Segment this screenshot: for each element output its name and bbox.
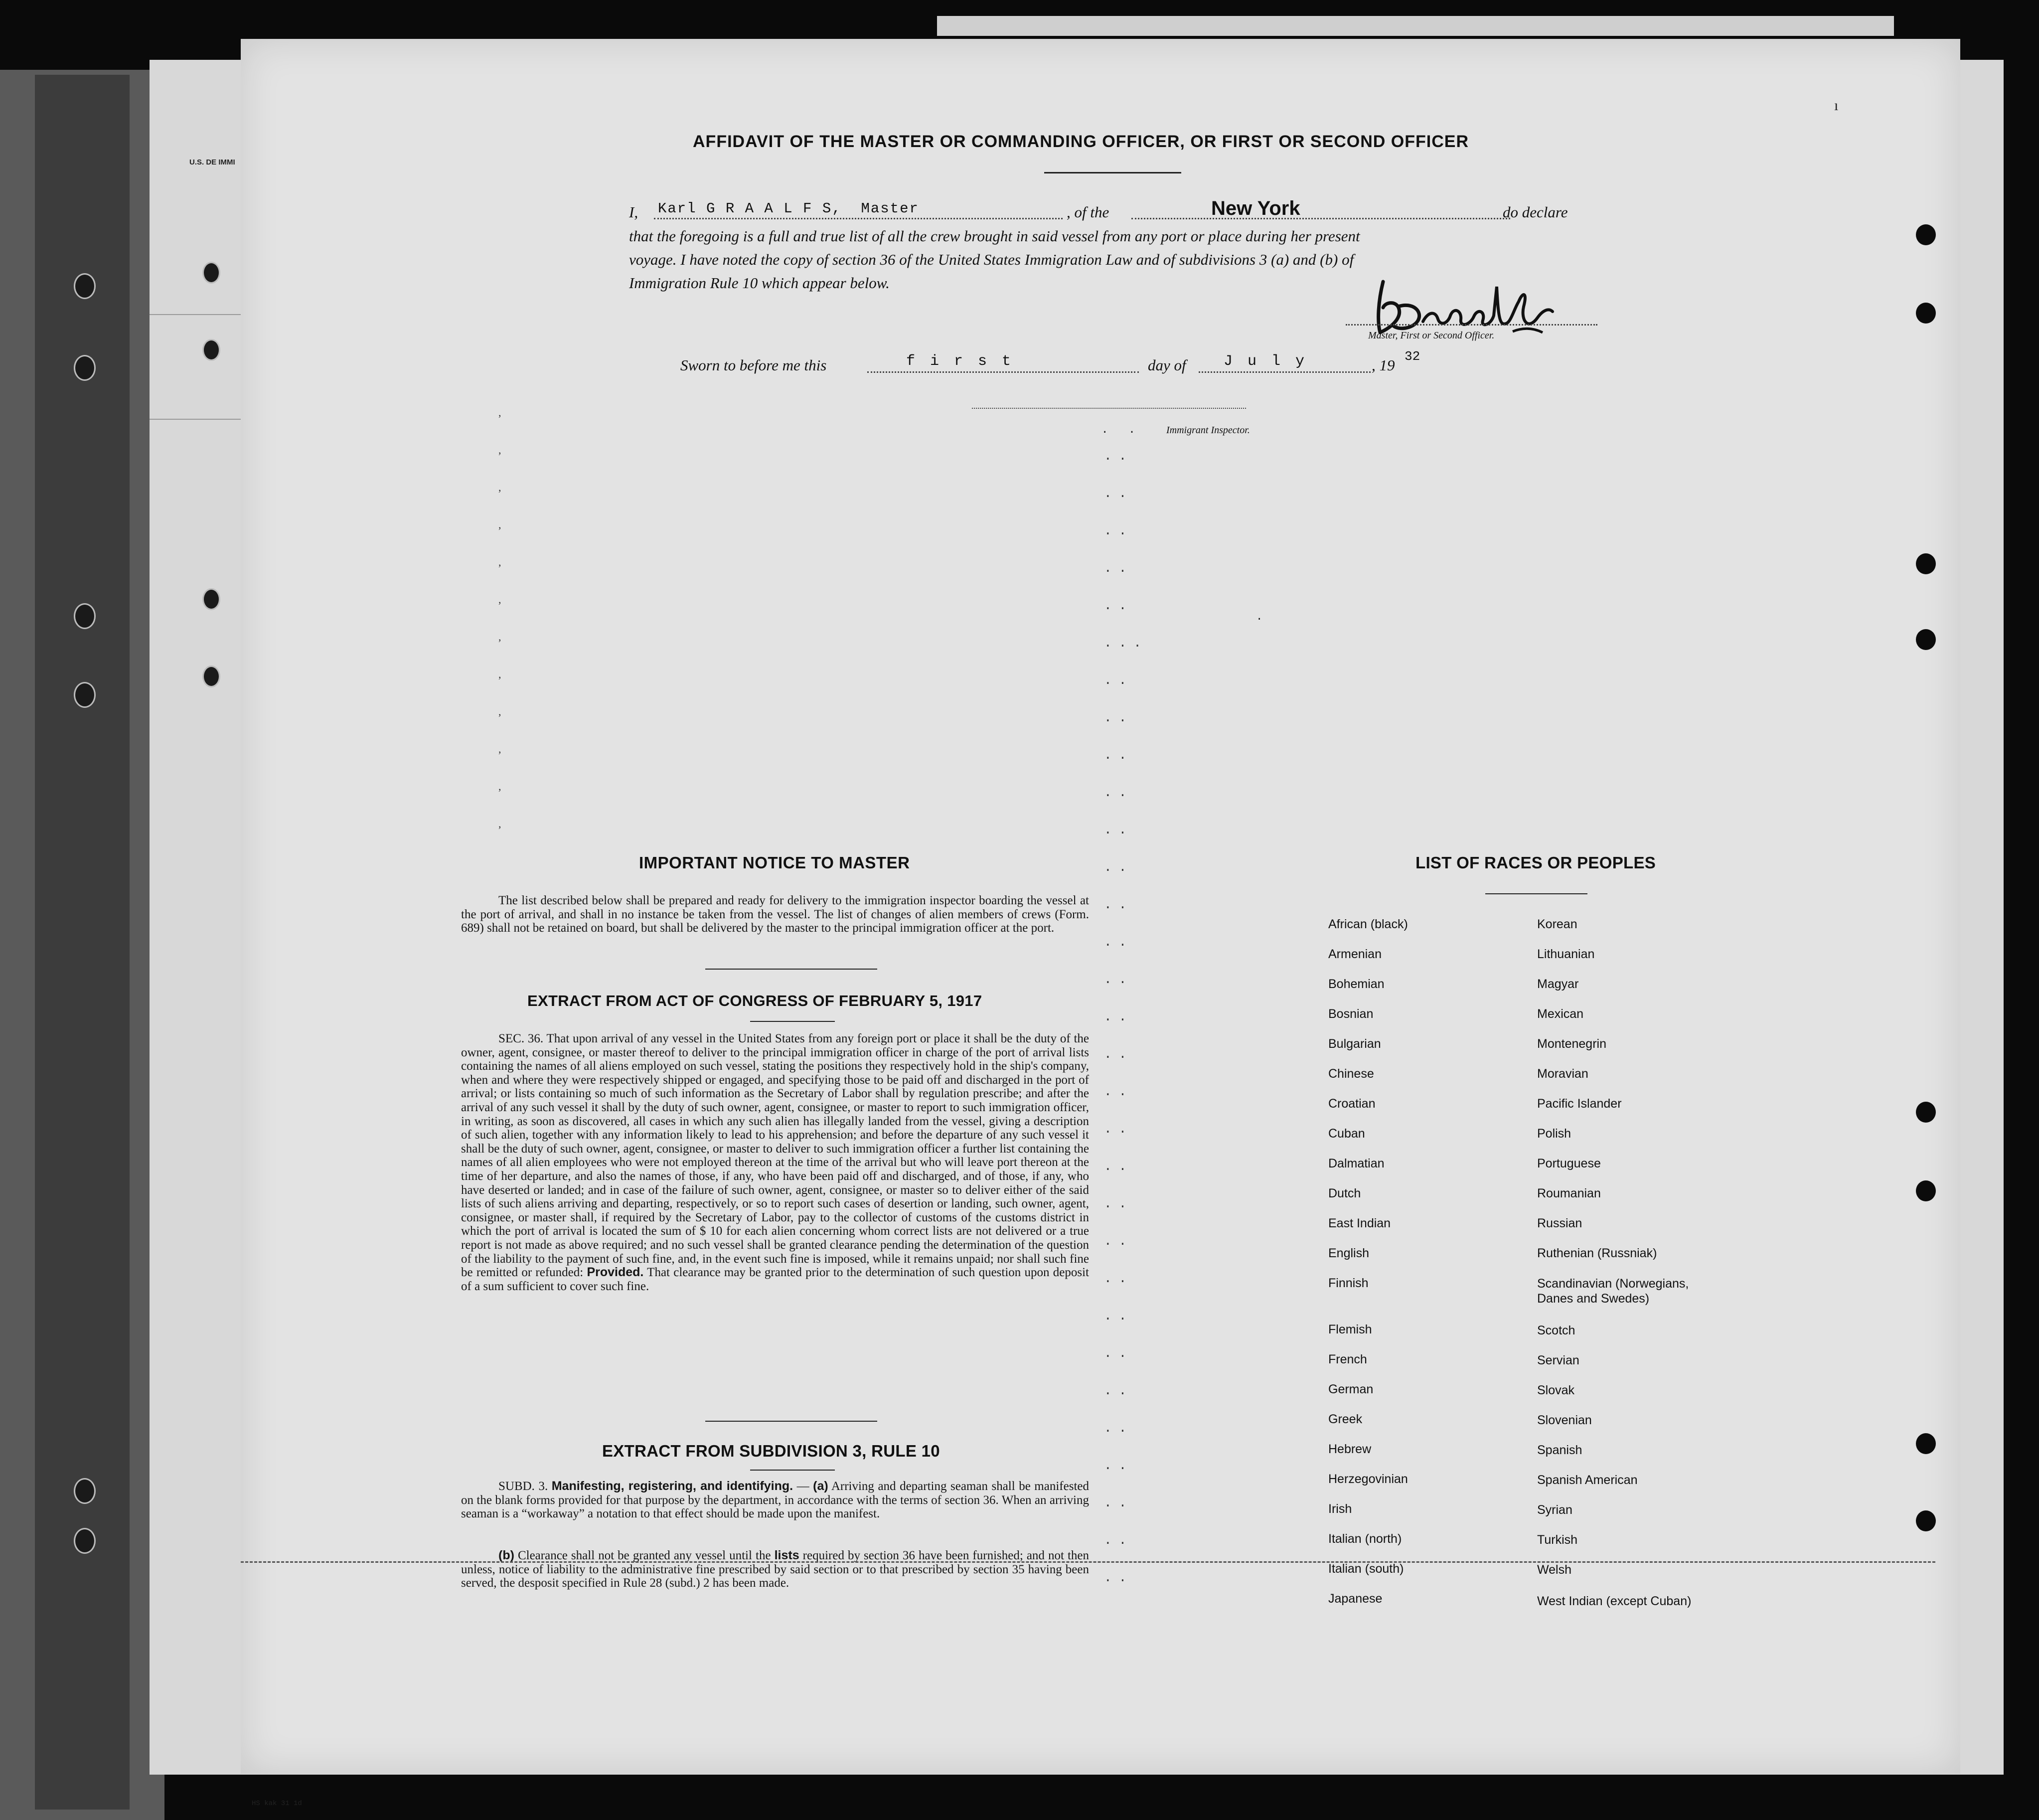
dot-column: .. .. .. .. .. ... .. .. .. .. .. .. .. .. .. .. .. .. .. .. .. .. .. .. .. .. .. .. .. .. .. xyxy=(1104,449,1148,1585)
binder-hole xyxy=(74,682,96,708)
race-item: Armenian xyxy=(1328,947,1382,961)
binder-hole xyxy=(202,339,220,361)
race-item: Korean xyxy=(1537,917,1577,931)
race-item: Flemish xyxy=(1328,1323,1372,1336)
binder-hole xyxy=(74,1478,96,1504)
footer-code: HS kak 31 1d xyxy=(252,1800,302,1808)
race-item: Moravian xyxy=(1537,1067,1588,1081)
affidavit-line4: Immigration Rule 10 which appear below. xyxy=(629,274,890,292)
race-item: Herzegovinian xyxy=(1328,1472,1408,1486)
race-item: Irish xyxy=(1328,1502,1352,1516)
race-item: Spanish American xyxy=(1537,1473,1638,1487)
race-item: Japanese xyxy=(1328,1592,1383,1606)
race-item: Bulgarian xyxy=(1328,1037,1381,1051)
affidavit-line3: voyage. I have noted the copy of section 36 of the United States Immigration Law and of subdivisions 3 (a) and (b) of xyxy=(629,251,1354,268)
race-item: Greek xyxy=(1328,1412,1363,1426)
races-title: LIST OF RACES OR PEOPLES xyxy=(1415,853,1656,872)
rule-b-lists: lists xyxy=(774,1548,799,1562)
affidavit-title: AFFIDAVIT OF THE MASTER OR COMMANDING OFFICER, OR FIRST OR SECOND OFFICER xyxy=(693,132,1469,151)
binder-hole xyxy=(74,1528,96,1554)
punch-hole xyxy=(1916,303,1936,324)
of-the-label: , of the xyxy=(1067,203,1109,221)
race-item: French xyxy=(1328,1352,1367,1366)
rule-subdivision-b xyxy=(461,1549,1089,1590)
rule-a-text: Arriving and departing seaman shall be manifested on the blank forms provided for that purpose by the department, in accordance with the terms of section 36. When an arriving seaman is a “workaway” a notation to that effect should be made upon the manifest. xyxy=(461,1480,1089,1521)
race-item: Mexican xyxy=(1537,1007,1584,1021)
corner-mark: ı xyxy=(1834,97,1839,114)
race-item: West Indian (except Cuban) xyxy=(1537,1594,1692,1608)
binder-hole xyxy=(74,355,96,381)
race-item: Welsh xyxy=(1537,1563,1572,1577)
punch-hole xyxy=(1916,553,1936,574)
punch-hole xyxy=(1916,224,1936,245)
underlying-rule xyxy=(150,419,244,420)
rule-a-dash: — xyxy=(793,1480,813,1493)
name-field-line xyxy=(654,218,1063,219)
margin-ticks: , , , , , , , , , , , , xyxy=(498,406,501,830)
races-right-column xyxy=(1537,917,1736,1615)
race-item: Polish xyxy=(1537,1127,1571,1141)
race-item: Dalmatian xyxy=(1328,1157,1385,1170)
notice-rule xyxy=(705,969,877,970)
underlying-stamp-text: U.S. DE IMMI xyxy=(189,158,235,166)
race-item: Spanish xyxy=(1537,1443,1582,1457)
binder-hole xyxy=(74,603,96,629)
master-signature xyxy=(1363,272,1572,339)
rule-b-label: (b) xyxy=(498,1548,514,1562)
race-item: Croatian xyxy=(1328,1097,1376,1111)
race-item: Slovenian xyxy=(1537,1413,1592,1427)
race-item: Servian xyxy=(1537,1353,1579,1367)
signature-caption: Master, First or Second Officer. xyxy=(1368,330,1495,341)
race-item: Russian xyxy=(1537,1216,1582,1230)
rule-subdivision-a xyxy=(461,1480,1089,1521)
rule-a-prefix: SUBD. 3. xyxy=(498,1480,548,1493)
race-item: Finnish xyxy=(1328,1276,1369,1290)
sworn-month-line xyxy=(1199,371,1371,373)
races-title-rule xyxy=(1485,893,1587,894)
race-item: Italian (north) xyxy=(1328,1532,1402,1546)
race-item: Slovak xyxy=(1537,1383,1575,1397)
rule-a-label: (a) xyxy=(813,1479,828,1493)
punch-hole xyxy=(1916,1180,1936,1201)
binder-hole xyxy=(202,262,220,284)
race-item: German xyxy=(1328,1382,1374,1396)
race-item: Dutch xyxy=(1328,1186,1361,1200)
race-item: Cuban xyxy=(1328,1127,1365,1141)
sworn-day-value: f i r s t xyxy=(906,353,1014,370)
act-end-rule xyxy=(705,1421,877,1422)
sworn-month-value: J u l y xyxy=(1224,353,1308,370)
underlying-top-sheet xyxy=(937,16,1894,36)
vessel-field-value: New York xyxy=(1211,197,1300,219)
punch-hole xyxy=(1916,1510,1936,1531)
act-text-before: SEC. 36. That upon arrival of any vessel in the United States from any foreign port or place it shall be the duty of the owner, agent, consignee, or master thereof to deliver to the principal immigration officer in charge of the port of arrival lists containing the names of all aliens employed on such vessel, stating the positions they respectively hold in the ship's company, when and where they were respectively shipped or engaged, and specifying those to be paid off and discharged in the port of arrival; or lists containing so much of such information as the Secretary of Labor shall by regulation prescribe; and after the arrival of any such vessel it shall by the duty of such owner, agent, consignee, or master to report to such immigration officer, in writing, as soon as discovered, all cases in which any such alien has illegally landed from the vessel, giving a description of such alien, together with any information likely to lead to his apprehension; and before the departure of any such vessel it shall be the duty of such owner, agent, consignee, or master to deliver to such immigration officer a further list containing the names of all alien employees who were not employed thereon at the time of the arrival but who will leave port thereon at the time of her departure, and also the names of those, if any, who have been paid off and discharged, and of those, if any, who have deserted or landed; and in case of the failure of such owner, agent, consignee, or master so to deliver either of the said lists of such aliens arriving and departing, respectively, or so to report such cases of desertion or landing, such owner, agent, consignee, or master shall, if required by the Secretary of Labor, pay to the collector of customs of the customs district in which the port of arrival is located the sum of $ 10 for each alien concerning whom correct lists are not delivered or a true report is not made as above required; and no such vessel shall be granted clearance pending the determination of the question of the liability to the payment of such fine, and, in the event such fine is imposed, while it remains unpaid; nor shall such fine be remitted or refunded: xyxy=(461,1032,1089,1280)
race-item: Hebrew xyxy=(1328,1442,1372,1456)
binder-hole xyxy=(202,588,220,610)
race-item: East Indian xyxy=(1328,1216,1391,1230)
race-item: Lithuanian xyxy=(1537,947,1595,961)
stray-marks: . . xyxy=(1101,424,1142,436)
race-item: African (black) xyxy=(1328,917,1408,931)
do-declare-label: do declare xyxy=(1503,203,1568,221)
stray-dot: . xyxy=(1256,611,1263,623)
rule-a-heading: Manifesting, registering, and identifying. xyxy=(551,1479,793,1493)
race-item: Bohemian xyxy=(1328,977,1385,991)
race-item: Pacific Islander xyxy=(1537,1097,1622,1111)
act-title-rule xyxy=(750,1021,835,1022)
race-item: Magyar xyxy=(1537,977,1579,991)
sworn-day-line xyxy=(867,371,1139,373)
race-item: Scandinavian (Norwegians, Danes and Swedes) xyxy=(1537,1277,1689,1306)
inspector-caption: Immigrant Inspector. xyxy=(1166,425,1250,436)
act-text-after: That clearance may be granted prior to the determination of such question upon deposit of a sum sufficient to cover such fine. xyxy=(461,1266,1089,1293)
race-item: Syrian xyxy=(1537,1503,1572,1517)
notice-title: IMPORTANT NOTICE TO MASTER xyxy=(639,853,910,872)
act-provided: Provided. xyxy=(587,1265,644,1280)
affidavit-prefix: I, xyxy=(629,203,638,221)
signature-line xyxy=(1346,324,1597,326)
binder-hole xyxy=(74,273,96,299)
race-item: Ruthenian (Russniak) xyxy=(1537,1246,1657,1260)
rule-b-text1: Clearance shall not be granted any vessel until the xyxy=(514,1549,775,1562)
notice-text: The list described below shall be prepared and ready for delivery to the immigration inspector boarding the vessel at the port of arrival, and shall in no instance be taken from the vessel. The list of changes of alien members of crews (Form. 689) shall not be retained on board, but shall be delivered by the master to the principal immigration officer at the port. xyxy=(461,894,1089,935)
rule-title: EXTRACT FROM SUBDIVISION 3, RULE 10 xyxy=(602,1442,940,1460)
binder-hole xyxy=(202,665,220,687)
year-value: 32 xyxy=(1405,349,1420,364)
affidavit-line2: that the foregoing is a full and true list of all the crew brought in said vessel from any port or place during her present xyxy=(629,227,1360,245)
underlying-rule xyxy=(150,314,244,315)
race-item: Roumanian xyxy=(1537,1186,1601,1200)
race-item: Bosnian xyxy=(1328,1007,1374,1021)
race-item: Scotch xyxy=(1537,1324,1575,1337)
race-item: English xyxy=(1328,1246,1369,1260)
day-of-label: day of xyxy=(1148,356,1186,374)
rule-b-text2: required by section 36 have been furnished; and not then unless, notice of liability to the administrative fine prescribed by said section or to that prescribed by section 35 having been served, the desposit specified in Rule 28 (subd.) 2 has been made. xyxy=(461,1549,1089,1590)
act-title: EXTRACT FROM ACT OF CONGRESS OF FEBRUARY 5, 1917 xyxy=(527,992,982,1009)
act-section-36-text xyxy=(461,1032,1089,1293)
races-left-column xyxy=(1328,917,1518,1615)
vessel-field-line xyxy=(1131,218,1510,219)
punch-hole xyxy=(1916,1433,1936,1454)
race-item: Turkish xyxy=(1537,1533,1578,1547)
inspector-line xyxy=(972,408,1246,409)
name-field-value: Karl G R A A L F S, Master xyxy=(658,200,919,217)
rule-title-rule xyxy=(750,1470,835,1471)
race-item: Montenegrin xyxy=(1537,1037,1606,1051)
punch-hole xyxy=(1916,629,1936,650)
race-item: Chinese xyxy=(1328,1067,1374,1081)
affidavit-title-rule xyxy=(1044,172,1181,173)
sworn-label: Sworn to before me this xyxy=(680,356,827,374)
race-item: Italian (south) xyxy=(1328,1562,1404,1576)
year-label: , 19 xyxy=(1372,356,1395,374)
race-item: Portuguese xyxy=(1537,1157,1601,1170)
punch-hole xyxy=(1916,1102,1936,1123)
